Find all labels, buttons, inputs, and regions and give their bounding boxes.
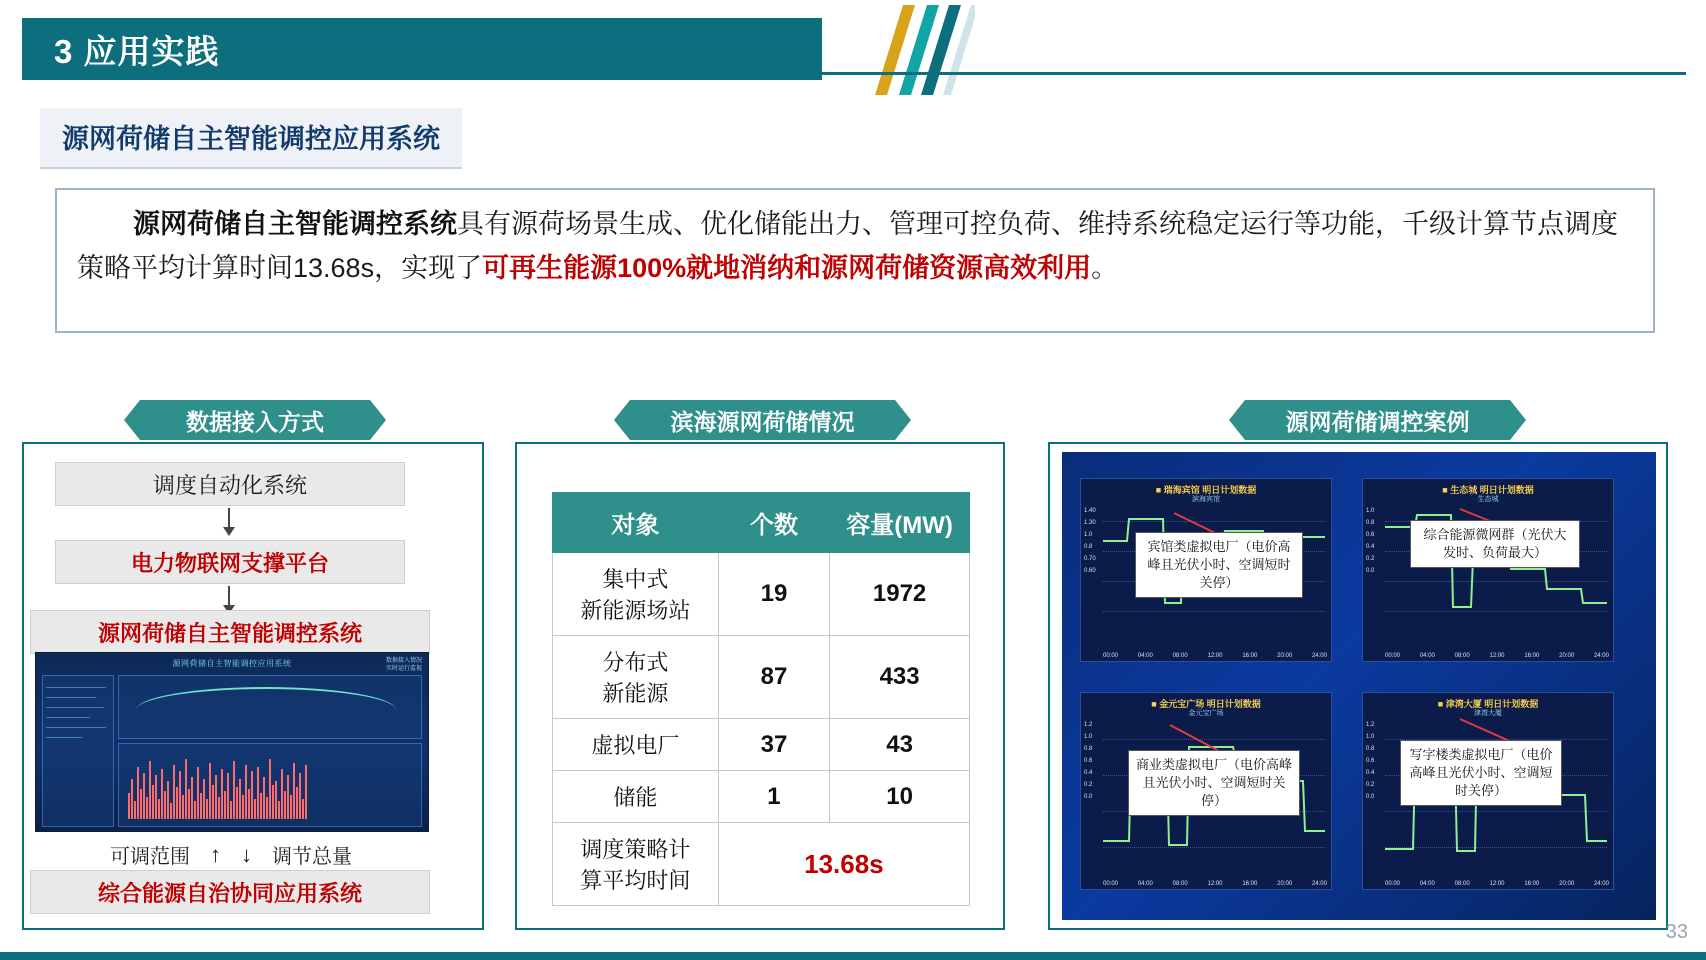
case-chart-3-title: ■ 金元宝广场 明日计划数据 [1151,699,1261,709]
case-chart-3-subtitle: 金元宝广场 [1188,710,1224,717]
callout-commercial-vpp: 商业类虚拟电厂（电价高峰且光伏小时、空调短时关停） [1128,750,1300,816]
flow-arrow-1-icon [228,508,230,534]
column-title-data-access: 数据接入方式 [140,400,370,440]
summary-paragraph [77,202,1633,290]
table-row [553,771,970,823]
case-chart-1-subtitle: 滨海宾馆 [1192,496,1220,503]
case-chart-2-yaxis: 1.0 0.8 0.6 0.4 0.2 0.0 [1366,508,1375,574]
table-row [553,553,970,636]
case-chart-2-title: ■ 生态城 明日计划数据 [1442,485,1534,495]
case-chart-4-xaxis: 00:00 04:00 08:00 12:00 16:00 20:00 24:00 [1385,881,1609,887]
flow-box-dispatch-automation: 调度自动化系统 [55,462,405,506]
table-header-capacity: 容量(MW) [830,493,970,553]
cell-count-0: 19 [718,553,829,636]
paragraph-highlight: 可再生能源100%就地消纳和源网荷储资源高效利用 [482,253,1092,283]
table-header-object: 对象 [553,493,719,553]
cell-object-3: 储能 [553,771,719,823]
callout-microgrid: 综合能源微网群（光伏大发时、负荷最大） [1410,520,1580,568]
cell-object-1: 分布式 新能源 [553,636,719,719]
cell-count-3: 1 [718,771,829,823]
flow-arrow-2-icon [228,586,230,612]
flow-box-control-system: 源网荷储自主智能调控系统 [30,610,430,654]
header-underline [820,72,1686,75]
cell-footer-value: 13.68s [718,823,969,906]
case-chart-1-xaxis: 00:00 04:00 08:00 12:00 16:00 20:00 24:00 [1103,653,1327,659]
arrow-down-icon: ↓ [241,841,252,867]
paragraph-tail: 。 [1091,253,1119,283]
adjust-total-label: 调节总量 [272,846,352,868]
case-chart-1-yaxis: 1.40 1.30 1.0 0.8 0.70 0.60 [1084,508,1096,574]
case-chart-4-subtitle: 津湾大厦 [1474,710,1502,717]
case-chart-3-xaxis: 00:00 04:00 08:00 12:00 16:00 20:00 24:00 [1103,881,1327,887]
cell-capacity-2: 43 [830,719,970,771]
flow-box-iot-platform: 电力物联网支撑平台 [55,540,405,584]
table-row [553,636,970,719]
arrow-up-icon: ↑ [210,841,221,867]
header-title-bar [22,18,822,80]
paragraph-lead: 源网荷储自主智能调控系统 [133,209,457,239]
cell-count-2: 37 [718,719,829,771]
summary-paragraph-box [55,188,1655,333]
case-chart-2-subtitle: 生态城 [1477,496,1499,503]
application-screenshot-thumbnail [35,652,429,832]
footer-rule [0,952,1706,960]
callout-office-vpp: 写字楼类虚拟电厂（电价高峰且光伏小时、空调短时关停） [1400,740,1562,806]
adjust-range-label: 可调范围 [110,846,190,868]
adjust-range-row [35,840,427,869]
decorative-slashes-icon [855,0,975,100]
cell-capacity-3: 10 [830,771,970,823]
case-chart-3-yaxis: 1.2 1.0 0.8 0.6 0.4 0.2 0.0 [1084,722,1093,800]
cell-object-2: 虚拟电厂 [553,719,719,771]
column-title-case-study: 源网荷储调控案例 [1245,400,1510,440]
case-chart-4-title: ■ 津湾大厦 明日计划数据 [1437,699,1539,709]
thumbnail-title: 源网荷储自主智能调控应用系统 [172,659,292,668]
case-chart-2 [1362,478,1614,662]
callout-hotel-vpp: 宾馆类虚拟电厂（电价高峰且光伏小时、空调短时关停） [1135,532,1303,598]
thumbnail-badge: 数据接入情况 实时运行监视 [385,658,422,672]
page-title: 3 应用实践 [54,32,220,70]
cell-object-0: 集中式 新能源场站 [553,553,719,636]
column-title-binhai-status: 滨海源网荷储情况 [630,400,895,440]
case-chart-4-yaxis: 1.2 1.0 0.8 0.6 0.4 0.2 0.0 [1366,722,1375,800]
binhai-status-table [552,492,970,906]
cell-capacity-0: 1972 [830,553,970,636]
table-header-row [553,493,970,553]
table-row [553,719,970,771]
page-number: 33 [1665,921,1688,943]
table-header-count: 个数 [718,493,829,553]
cell-capacity-1: 433 [830,636,970,719]
case-chart-1-title: ■ 瑞海宾馆 明日计划数据 [1155,485,1257,495]
section-label: 源网荷储自主智能调控应用系统 [40,108,462,169]
cell-footer-label: 调度策略计 算平均时间 [553,823,719,906]
flow-box-integrated-energy-system: 综合能源自治协同应用系统 [30,870,430,914]
case-chart-2-xaxis: 00:00 04:00 08:00 12:00 16:00 20:00 24:00 [1385,653,1609,659]
table-footer-row [553,823,970,906]
paragraph-body: 具有源荷场景生成、优化储能出力、管理可控负荷、维持系统稳定运行等功能，千级计算节点调度策略平均计算时间13.68s，实现了 [77,209,1618,283]
cell-count-1: 87 [718,636,829,719]
